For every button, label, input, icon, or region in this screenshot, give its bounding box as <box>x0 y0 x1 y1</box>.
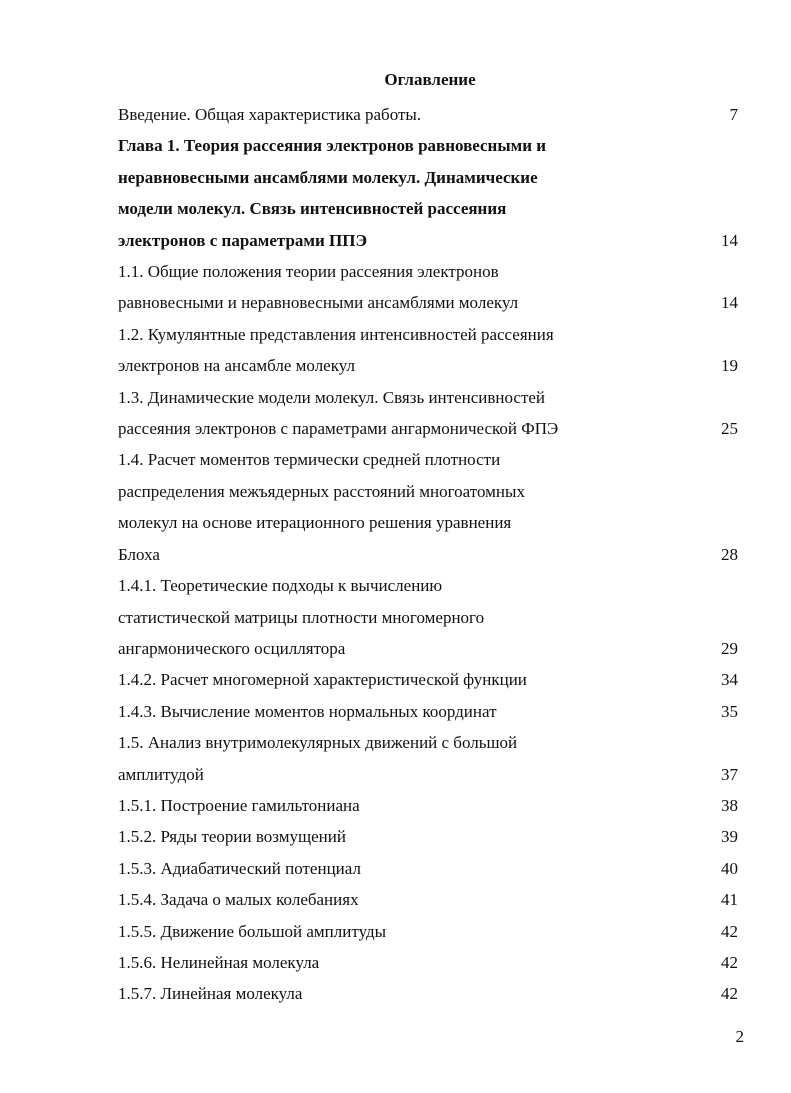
toc-entry-text: 1.3. Динамические модели молекул. Связь интенсивностей <box>118 387 546 407</box>
toc-entry-text: распределения межъядерных расстояний многоатомных <box>118 481 525 501</box>
toc-entry-page: 42 <box>721 952 738 972</box>
toc-entry-text: Блоха <box>118 544 160 564</box>
toc-entry-page: 42 <box>721 921 738 941</box>
toc-entry-text: 1.4.2. Расчет многомерной характеристической функции <box>118 670 527 690</box>
toc-entry <box>118 727 738 790</box>
toc-entry-text: 1.5.2. Ряды теории возмущений <box>118 827 346 847</box>
toc-entry-page: 38 <box>721 795 738 815</box>
toc-entry <box>118 99 738 130</box>
toc-entry-text: неравновесными ансамблями молекул. Динамические <box>118 167 538 187</box>
toc-entry-text: 1.5. Анализ внутримолекулярных движений с большой <box>118 733 518 753</box>
toc-entry-text: молекул на основе итерационного решения уравнения <box>118 513 512 533</box>
toc-entry-page: 14 <box>721 293 738 313</box>
toc-entry-text: 1.4. Расчет моментов термически средней плотности <box>118 450 501 470</box>
toc-entry-text: 1.5.5. Движение большой амплитуды <box>118 921 387 941</box>
toc-entry-text: Глава 1. Теория рассеяния электронов равновесными и <box>118 136 547 156</box>
toc-entry <box>118 130 738 256</box>
toc-title: Оглавление <box>384 70 476 89</box>
toc-entry <box>118 664 738 695</box>
toc-entry-text: 1.1. Общие положения теории рассеяния электронов <box>118 262 499 282</box>
toc-entry-text: Введение. Общая характеристика работы. <box>118 105 422 124</box>
toc-entry <box>118 382 738 445</box>
toc-entry-page: 34 <box>721 670 738 690</box>
toc-entry <box>118 319 738 382</box>
toc-entry-page: 37 <box>721 764 738 784</box>
toc-entry <box>118 790 738 821</box>
toc-entry <box>118 256 738 319</box>
toc-entry-text: 1.2. Кумулянтные представления интенсивностей рассеяния <box>118 324 554 344</box>
toc-entry-text: 1.5.7. Линейная молекула <box>118 984 303 1004</box>
toc-entry-page: 40 <box>721 858 738 878</box>
toc-entry-text: ангармонического осциллятора <box>118 638 346 658</box>
toc-entry-page: 42 <box>721 984 738 1004</box>
toc-entry <box>118 884 738 915</box>
toc-entry <box>118 916 738 947</box>
toc-entry-page: 28 <box>721 544 738 564</box>
toc-entry <box>118 696 738 727</box>
page-number: 2 <box>735 1027 744 1046</box>
toc-entry-page: 41 <box>721 890 738 910</box>
toc-entry-page: 35 <box>721 701 738 721</box>
toc-entry-text: равновесными и неравновесными ансамблями молекул <box>118 293 519 313</box>
toc-entry-page: 7 <box>729 105 738 124</box>
toc-entry <box>118 978 738 1009</box>
toc-entry-text: статистической матрицы плотности многомерного <box>118 607 485 627</box>
toc-entry-text: 1.5.1. Построение гамильтониана <box>118 795 360 815</box>
toc-entry-page: 14 <box>721 230 738 250</box>
toc-entry-page: 29 <box>721 638 738 658</box>
toc-entry <box>118 570 738 664</box>
toc-entry <box>118 444 738 570</box>
toc-entry-text: 1.5.4. Задача о малых колебаниях <box>118 890 359 910</box>
toc-entry-text: электронов на ансамбле молекул <box>118 356 355 376</box>
toc-entry-text: 1.5.3. Адиабатический потенциал <box>118 858 361 878</box>
toc-entry-page: 25 <box>721 419 738 439</box>
toc-entry-text: 1.4.1. Теоретические подходы к вычислению <box>118 576 443 596</box>
toc-entry-page: 39 <box>721 827 738 847</box>
toc-entry-page: 19 <box>721 356 738 376</box>
toc-entry-text: 1.5.6. Нелинейная молекула <box>118 952 320 972</box>
toc-entry-text: рассеяния электронов с параметрами ангармонической ФПЭ <box>118 419 559 439</box>
toc-entry-text: 1.4.3. Вычисление моментов нормальных координат <box>118 701 497 721</box>
toc-entry-text: амплитудой <box>118 764 204 784</box>
toc-entry <box>118 821 738 852</box>
toc-entry-text: электронов с параметрами ППЭ <box>118 230 368 250</box>
toc-list <box>118 99 738 1010</box>
toc-entry <box>118 947 738 978</box>
toc-entry-text: модели молекул. Связь интенсивностей рассеяния <box>118 199 507 219</box>
toc-entry <box>118 853 738 884</box>
